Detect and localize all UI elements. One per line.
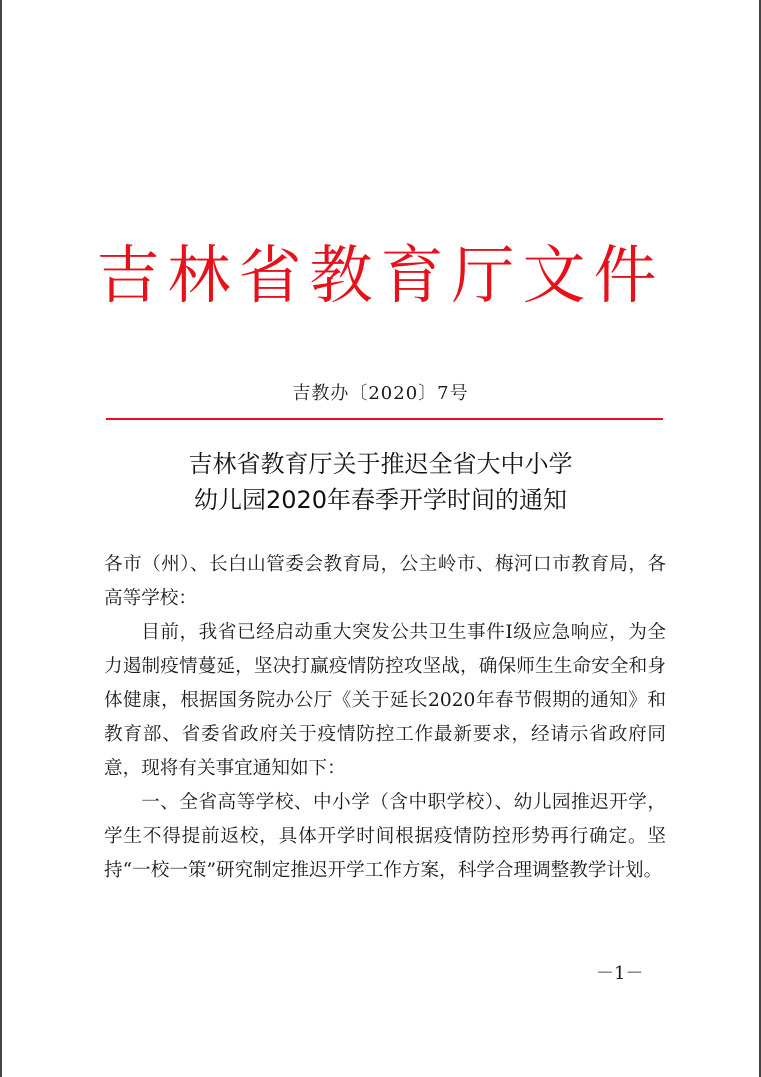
- document-title-line-1: 吉林省教育厅关于推迟全省大中小学: [188, 450, 573, 478]
- document-title: [0, 446, 761, 518]
- issuing-authority-header: 吉林省教育厅文件: [96, 239, 665, 312]
- page-edge-left: [0, 0, 2, 1077]
- body-paragraph-2: 一、全省高等学校、中小学（含中职学校）、幼儿园推迟开学，学生不得提前返校，具体开学时间根据疫情防控形势再行确定。坚持“一校一策”研究制定推迟开学工作方案，科学合理调整教学计划。: [104, 792, 666, 881]
- red-separator-line: [106, 418, 663, 420]
- document-body: [104, 548, 666, 888]
- document-number: 吉教办〔2020〕7号: [292, 383, 469, 404]
- document-title-line-2: 幼儿园2020年春季开学时间的通知: [193, 486, 568, 514]
- page-number: －1－: [596, 963, 644, 984]
- salutation: 各市（州）、长白山管委会教育局，公主岭市、梅河口市教育局，各高等学校：: [104, 554, 666, 609]
- body-paragraph-1: 目前，我省已经启动重大突发公共卫生事件Ⅰ级应急响应，为全力遏制疫情蔓延，坚决打赢疫情防控攻坚战，确保师生生命安全和身体健康，根据国务院办公厅《关于延长2020年春节假期的通知》和教育部、省委省政府关于疫情防控工作最新要求，经请示省政府同意，现将有关事宜通知如下：: [104, 622, 666, 779]
